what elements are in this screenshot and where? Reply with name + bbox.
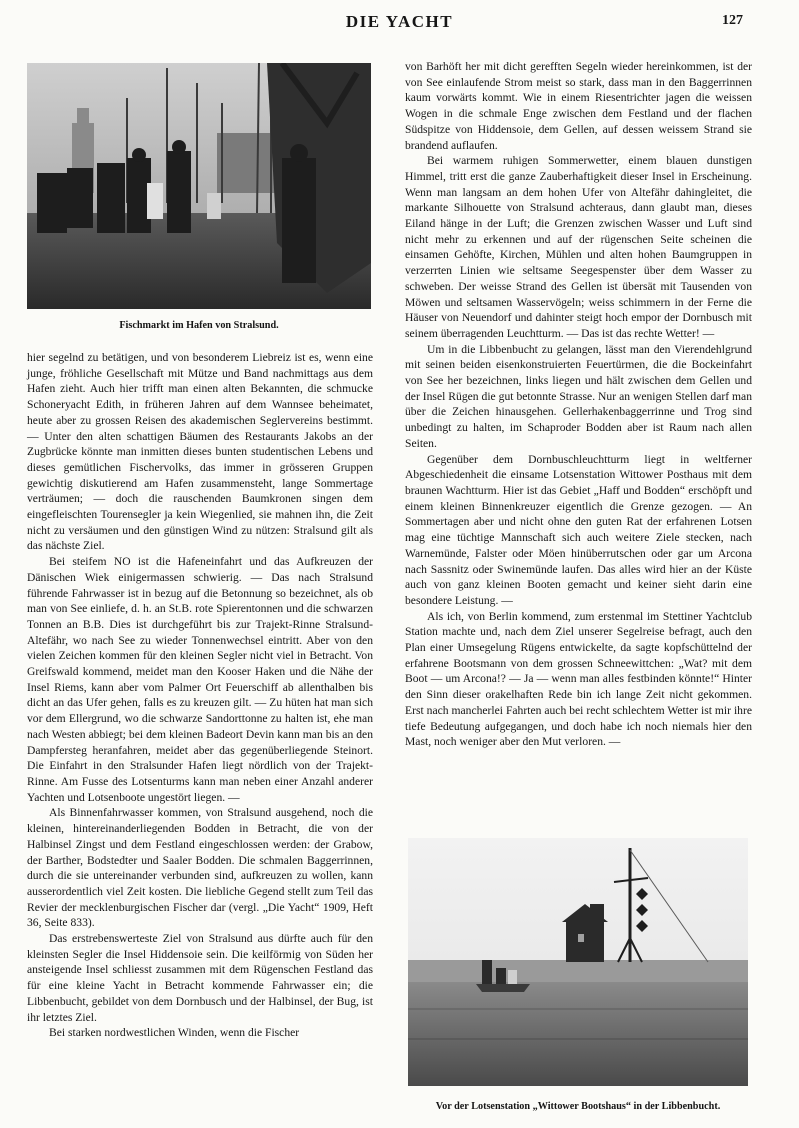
paragraph: Das erstrebenswerteste Ziel von Stralsund aus dürfte auch für den kleinsten Segler die Insel Hiddensoie sein. Die keilförmig von Süden her ansteigende Insel schliesst zusammen mit dem Rügenschen Festland das für eine kleine Yacht in Betracht kommende Fahrwasser ein; die Libbenbucht, gebildet von dem Dornbusch und der Halbinsel, der Bug, ist ihr letztes Ziel.: [27, 932, 373, 1024]
paragraph: von Barhöft her mit dicht gerefften Segeln wieder hereinkommen, ist der von See einlaufende Strom meist so stark, dass man in den Baggerrinnen kaum vorwärts kommt. Wie in einem Riesentrichter jagen die weissen Wogen in die schmale Enge zwischen dem Festland und der flachen Südspitze von Hiddensoie, dem Gellen, auf dessen weissem Strand sie brandend auflaufen.: [405, 60, 752, 152]
paragraph: Bei starken nordwestlichen Winden, wenn die Fischer: [49, 1026, 300, 1040]
paragraph: Bei steifem NO ist die Hafeneinfahrt und das Aufkreuzen der Dänischen Wiek einigermassen schwierig. — Das nach Stralsund führende Fahrwasser ist in bezug auf die Betonnung so bezeichnet, als ob man von See einliefe, d. h. an St.B. rote Spierentonnen und die schwarzen Tonnen an B.B. Dies ist durchgeführt bis zur Trajekt-Rinne Stralsund-Altefähr, wo nach See zu wieder Tonnenwechsel eintritt. Aber von den vielen Zeichen kommen für den kleinen Segler nicht viel in Betracht. Von Greifswald kommend, meidet man den Kooser Haken und die Nähe der Insel Riems, kann aber vom Palmer Ort Feuerschiff ab allenthalben bis dicht an das Ufer gehen, falls es zu kreuzen gilt. — Zu hüten hat man sich vor dem Ellergrund, wo die schwarze Sandorttonne zu halten ist, ehe man nach Westen abbiegt; bei dem kleinen Badeort Devin kann man bis an den Dampfersteg heranfahren, meidet aber das gegenüberliegende Steinort. Die Einfahrt in den Stralsunder Hafen liegt nördlich von der Trajekt-Rinne. Am Fusse des Lotsenturms kann man neben einer Anzahl anderer Yachten und Lotsenboote ungestört liegen. —: [27, 555, 373, 804]
paragraph: Als ich, von Berlin kommend, zum erstenmal im Stettiner Yachtclub Station machte und, nach dem Ziel unserer Segelreise befragt, auch den Plan einer Umsegelung Rügens entwickelte, da sagte kopfschüttelnd der erfahrene Bootsmann von dem grossen Schneewittchen: „Wat? mit dem Boot — um Arcona!? — Ja — wenn man alles festbinden könnte!“ Hinter den Sinn dieser orakelhaften Rede bin ich lange Zeit nicht gekommen. Erst nach mancherlei Fahrten auch bei recht schlechtem Wetter ist mir ihre tiefe Bedeutung aufgegangen, und doch habe ich noch niemals hier den Mast, noch weniger aber den Mut verloren. —: [405, 609, 752, 749]
paragraph: Gegenüber dem Dornbuschleuchtturm liegt in weltferner Abgeschiedenheit die einsame Lotsenstation Wittower Posthaus mit dem braunen Wachtturm. Hier ist das Gebiet „Haff und Bodden“ erschöpft und einem kleinen Binnenkreuzer eigentlich die Grenze gezogen. — An Sommertagen aber und nicht ohne den guten Rat der erfahrenen Lotsen mag eine tüchtige Mannschaft sich auch weitere Ziele stecken, nach Warnemünde, Falster oder Möen hinüberrutschen oder gar um Arcona nach Sassnitz oder Swinemünde laufen. Das alles wird hier an der Küste auch von ganz kleinen Booten gemacht und keiner sieht darin eine besondere Leistung. —: [405, 452, 752, 607]
journal-title: DIE YACHT: [345, 12, 454, 31]
page-number: 127: [722, 13, 743, 28]
paragraph: Als Binnenfahrwasser kommen, von Stralsund ausgehend, noch die kleinen, hintereinanderliegenden Bodden in Betracht, die von der Halbinsel Zingst und dem Festland eingeschlossen werden: der Grabow, der Barther, Bodstedter und Saaler Bodden. Die schmalen Baggerrinnen, durch die sie untereinander verbunden sind, aufkreuzen zu wollen, kann ausserordentlich viel Zeit kosten. Die liebliche Gegend stellt zum Teil das Revier der mecklenburgischen Fischer dar (vergl. „Die Yacht“ 1909, Heft 36, Seite 833).: [27, 806, 373, 930]
fish-market-caption: Fischmarkt im Hafen von Stralsund.: [119, 320, 279, 331]
lotsenstation-photo: [408, 838, 748, 1086]
left-column: [27, 350, 373, 1041]
right-column: [405, 59, 752, 750]
paragraph: Bei warmem ruhigen Sommerwetter, einem blauen dunstigen Himmel, tritt erst die ganze Zauberhaftigkeit dieser Insel in Erscheinung. Wenn man langsam an dem hohen Ufer von Altefähr dahingleitet, die markante Silhouette von Stralsund achteraus, dann glaubt man, dieses Eiland hänge in der Luft; die Grenzen zwischen Wasser und Luft sind nicht mehr zu erkennen und auf der rügenschen Seite scheinen die einsamen Gehöfte, Kirchen, Mühlen und alten hohen Baumgruppen in verzerrten Linien wie seltsame Seegespenster über dem Wasser zu schweben. Der weisse Strand des Gellen ist übersät mit Tausenden von Möwen und seltsamen Wasservögeln; weiss schimmern in der Ferne die Häuser von Neuendorf und dahinter steigt hoch empor der Dornbusch mit seinem überragenden Leuchtturm. — Das ist das rechte Wetter! —: [405, 154, 752, 340]
fish-market-photo: [27, 63, 371, 309]
paragraph: Um in die Libbenbucht zu gelangen, lässt man den Vierendehlgrund mit seinen beiden eisenkonstruierten Feuertürmen, die die Bockeinfahrt von See her bezeichnen, links liegen und hält zwischen dem Gellen und der Insel Rügen die gut betonnte Strasse. Nur an wenigen Stellen darf man über die Zeichen hinausgehen. Gellerhakenbaggerrinne und Trog sind unbedingt zu halten, im Schaproder Bodden aber ist Raum nach allen Seiten.: [405, 342, 752, 450]
lotsenstation-caption: Vor der Lotsenstation „Wittower Bootshaus“ in der Libbenbucht.: [435, 1101, 721, 1112]
paragraph: hier segelnd zu betätigen, und von besonderem Liebreiz ist es, wenn eine junge, fröhliche Gesellschaft mit Mütze und Band nachmittags aus dem Hafen zieht. Auch hier trifft man einen alten Bekannten, die schmucke Schoneryacht Edith, in früheren Jahren auf dem Wannsee beheimatet, heute aber zu grossen Reisen des akademischen Seglervereins bestimmt. — Unter den alten schattigen Bäumen des Restaurants Jakobs an der Zugbrücke könnte man inmitten dieses bunten studentischen Lebens und dieses gemütlichen Fischervolks, das immer in grösseren Gruppen gewichtig diskutierend am Hafen zusammensteht, lange Sommertage verträumen; — doch die rauschenden Baumkronen singen dem eingefleischten Tourensegler ja kein Wiegenlied, sie mahnen ihn, die Zeit nicht zu versäumen und den günstigen Wind zu nützen: Stralsund gilt als das nächste Ziel.: [27, 351, 373, 553]
